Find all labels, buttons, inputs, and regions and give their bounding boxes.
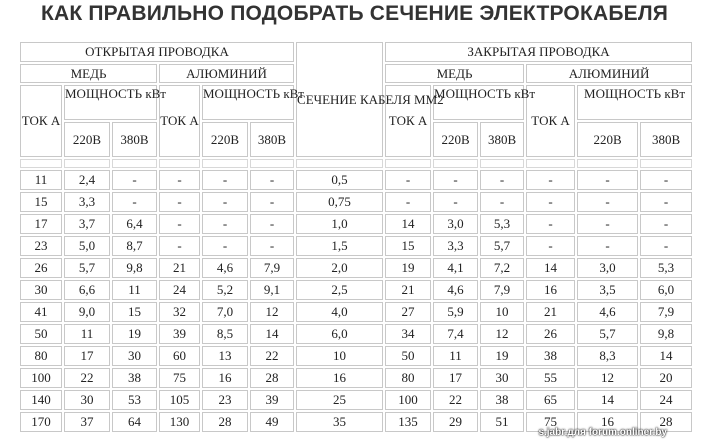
table-cell: 39: [250, 390, 294, 410]
table-cell: 55: [526, 368, 575, 388]
table-cell: 12: [577, 368, 638, 388]
table-cell: -: [159, 214, 200, 234]
table-cell: 26: [20, 258, 62, 278]
table-cell: -: [385, 170, 431, 190]
header-spacer: [20, 159, 692, 168]
closed-aluminum-current-header: ТОК А: [526, 85, 575, 157]
table-cell: 53: [112, 390, 157, 410]
table-cell: 14: [640, 346, 692, 366]
table-cell: 23: [202, 390, 248, 410]
table-row: [20, 368, 692, 388]
table-cell: 29: [433, 412, 478, 432]
table-row: [20, 390, 692, 410]
table-cell: 5,2: [202, 280, 248, 300]
table-cell: 100: [20, 368, 62, 388]
table-cell: 6,0: [296, 324, 383, 344]
open-aluminum-power-header: МОЩНОСТЬ кВт: [202, 85, 294, 120]
table-cell: 9,8: [112, 258, 157, 278]
table-cell: 0,5: [296, 170, 383, 190]
table-cell: 3,5: [577, 280, 638, 300]
table-cell: 6,6: [64, 280, 110, 300]
table-cell: -: [480, 192, 524, 212]
table-cell: 5,9: [433, 302, 478, 322]
table-cell: 3,0: [433, 214, 478, 234]
table-cell: 5,7: [577, 324, 638, 344]
table-cell: 5,0: [64, 236, 110, 256]
voltage-380-header: 380В: [112, 122, 157, 157]
table-cell: 19: [480, 346, 524, 366]
table-cell: 2,0: [296, 258, 383, 278]
table-cell: 5,7: [480, 236, 524, 256]
table-cell: 17: [433, 368, 478, 388]
table-cell: 19: [385, 258, 431, 278]
table-cell: -: [159, 236, 200, 256]
table-cell: 50: [385, 346, 431, 366]
table-cell: 1,0: [296, 214, 383, 234]
table-cell: 4,6: [202, 258, 248, 278]
table-cell: 15: [112, 302, 157, 322]
table-cell: 14: [385, 214, 431, 234]
table-cell: 22: [250, 346, 294, 366]
table-cell: 3,7: [64, 214, 110, 234]
closed-copper-header: МЕДЬ: [385, 64, 524, 83]
table-cell: 7,9: [640, 302, 692, 322]
table-cell: 27: [385, 302, 431, 322]
voltage-220-header: 220В: [64, 122, 110, 157]
table-cell: -: [577, 214, 638, 234]
closed-aluminum-power-header: МОЩНОСТЬ кВт: [577, 85, 692, 120]
table-cell: 7,0: [202, 302, 248, 322]
closed-copper-power-header: МОЩНОСТЬ кВт: [433, 85, 524, 120]
table-cell: 7,4: [433, 324, 478, 344]
table-row: [20, 192, 692, 212]
table-cell: 28: [640, 412, 692, 432]
table-cell: 3,0: [577, 258, 638, 278]
table-cell: -: [250, 214, 294, 234]
table-cell: -: [159, 192, 200, 212]
table-cell: 100: [385, 390, 431, 410]
table-cell: 2,5: [296, 280, 383, 300]
table-cell: 38: [112, 368, 157, 388]
voltage-380-header: 380В: [480, 122, 524, 157]
voltage-220-header: 220В: [202, 122, 248, 157]
table-cell: 130: [159, 412, 200, 432]
table-cell: 5,3: [640, 258, 692, 278]
table-cell: 4,6: [577, 302, 638, 322]
closed-aluminum-header: АЛЮМИНИЙ: [526, 64, 692, 83]
table-cell: 30: [20, 280, 62, 300]
table-cell: 28: [250, 368, 294, 388]
table-cell: 24: [640, 390, 692, 410]
table-cell: -: [112, 192, 157, 212]
table-cell: 135: [385, 412, 431, 432]
table-cell: 80: [20, 346, 62, 366]
table-cell: -: [385, 192, 431, 212]
table-cell: 35: [296, 412, 383, 432]
table-cell: 30: [112, 346, 157, 366]
table-cell: 50: [20, 324, 62, 344]
table-cell: 25: [296, 390, 383, 410]
table-cell: 64: [112, 412, 157, 432]
table-cell: 4,0: [296, 302, 383, 322]
table-cell: 1,5: [296, 236, 383, 256]
voltage-220-header: 220В: [433, 122, 478, 157]
table-cell: -: [202, 214, 248, 234]
table-cell: 4,6: [433, 280, 478, 300]
table-cell: 17: [20, 214, 62, 234]
closed-copper-current-header: ТОК А: [385, 85, 431, 157]
table-cell: 7,2: [480, 258, 524, 278]
table-cell: 16: [202, 368, 248, 388]
table-cell: 9,0: [64, 302, 110, 322]
table-cell: 11: [64, 324, 110, 344]
table-cell: 15: [20, 192, 62, 212]
table-cell: 75: [526, 412, 575, 432]
table-cell: -: [577, 170, 638, 190]
table-cell: 8,3: [577, 346, 638, 366]
table-cell: 7,9: [250, 258, 294, 278]
table-cell: -: [202, 236, 248, 256]
table-cell: -: [250, 170, 294, 190]
table-cell: 13: [202, 346, 248, 366]
table-cell: 26: [526, 324, 575, 344]
table-row: [20, 258, 692, 278]
table-cell: -: [202, 192, 248, 212]
table-row: [20, 170, 692, 190]
table-cell: 3,3: [433, 236, 478, 256]
table-cell: 22: [433, 390, 478, 410]
table-row: [20, 302, 692, 322]
table-cell: 32: [159, 302, 200, 322]
table-row: [20, 346, 692, 366]
table-cell: -: [202, 170, 248, 190]
table-cell: 49: [250, 412, 294, 432]
table-cell: -: [112, 170, 157, 190]
page-title: КАК ПРАВИЛЬНО ПОДОБРАТЬ СЕЧЕНИЕ ЭЛЕКТРОКАБЕЛЯ: [40, 2, 669, 25]
table-cell: 65: [526, 390, 575, 410]
open-copper-power-header: МОЩНОСТЬ кВт: [64, 85, 157, 120]
table-cell: 80: [385, 368, 431, 388]
table-cell: 170: [20, 412, 62, 432]
table-cell: 12: [480, 324, 524, 344]
table-cell: -: [159, 170, 200, 190]
open-copper-current-header: ТОК А: [20, 85, 62, 157]
table-row: [20, 236, 692, 256]
table-cell: 37: [64, 412, 110, 432]
open-copper-header: МЕДЬ: [20, 64, 157, 83]
table-cell: 6,0: [640, 280, 692, 300]
table-cell: 14: [250, 324, 294, 344]
table-cell: 51: [480, 412, 524, 432]
table-cell: 0,75: [296, 192, 383, 212]
table-cell: 8,5: [202, 324, 248, 344]
table-cell: 21: [526, 302, 575, 322]
table-cell: 28: [202, 412, 248, 432]
table-cell: 16: [296, 368, 383, 388]
table-row: [20, 214, 692, 234]
closed-wiring-header: ЗАКРЫТАЯ ПРОВОДКА: [385, 42, 692, 62]
table-cell: 6,4: [112, 214, 157, 234]
table-cell: -: [250, 236, 294, 256]
table-cell: 10: [480, 302, 524, 322]
table-cell: -: [640, 192, 692, 212]
table-cell: 19: [112, 324, 157, 344]
table-cell: 30: [64, 390, 110, 410]
table-row: [20, 280, 692, 300]
table-cell: 21: [385, 280, 431, 300]
table-cell: 140: [20, 390, 62, 410]
table-cell: 11: [112, 280, 157, 300]
table-cell: -: [250, 192, 294, 212]
table-cell: 4,1: [433, 258, 478, 278]
table-cell: 8,7: [112, 236, 157, 256]
table-cell: 16: [526, 280, 575, 300]
table-cell: -: [433, 170, 478, 190]
table-cell: 38: [480, 390, 524, 410]
table-cell: 12: [250, 302, 294, 322]
table-cell: 38: [526, 346, 575, 366]
table-cell: 75: [159, 368, 200, 388]
table-cell: -: [577, 236, 638, 256]
table-cell: 14: [577, 390, 638, 410]
voltage-220-header: 220В: [577, 122, 638, 157]
table-cell: 21: [159, 258, 200, 278]
table-cell: -: [433, 192, 478, 212]
table-cell: 60: [159, 346, 200, 366]
table-cell: 20: [640, 368, 692, 388]
table-cell: 24: [159, 280, 200, 300]
table-row: [20, 324, 692, 344]
table-cell: 39: [159, 324, 200, 344]
table-cell: -: [640, 236, 692, 256]
table-cell: 14: [526, 258, 575, 278]
table-cell: -: [526, 236, 575, 256]
table-cell: -: [526, 192, 575, 212]
table-cell: 17: [64, 346, 110, 366]
table-cell: 9,1: [250, 280, 294, 300]
table-cell: -: [526, 170, 575, 190]
table-cell: 22: [64, 368, 110, 388]
table-cell: 7,9: [480, 280, 524, 300]
table-cell: -: [480, 170, 524, 190]
table-cell: -: [577, 192, 638, 212]
table-cell: -: [640, 170, 692, 190]
table-cell: 2,4: [64, 170, 110, 190]
table-cell: 41: [20, 302, 62, 322]
table-cell: 5,3: [480, 214, 524, 234]
table-cell: 105: [159, 390, 200, 410]
table-cell: 11: [433, 346, 478, 366]
table-cell: 23: [20, 236, 62, 256]
table-cell: -: [526, 214, 575, 234]
table-cell: 10: [296, 346, 383, 366]
voltage-380-header: 380В: [640, 122, 692, 157]
table-cell: 3,3: [64, 192, 110, 212]
watermark: s.jabr.для forum.onliner.by: [538, 427, 667, 438]
table-cell: 5,7: [64, 258, 110, 278]
open-aluminum-current-header: ТОК А: [159, 85, 200, 157]
table-cell: 9,8: [640, 324, 692, 344]
table-cell: -: [640, 214, 692, 234]
table-cell: 16: [577, 412, 638, 432]
open-wiring-header: ОТКРЫТАЯ ПРОВОДКА: [20, 42, 294, 62]
table-cell: 11: [20, 170, 62, 190]
table-cell: 34: [385, 324, 431, 344]
cable-section-table: [18, 40, 694, 434]
table-cell: 30: [480, 368, 524, 388]
voltage-380-header: 380В: [250, 122, 294, 157]
open-aluminum-header: АЛЮМИНИЙ: [159, 64, 294, 83]
section-header: СЕЧЕНИЕ КАБЕЛЯ ММ2: [296, 42, 383, 157]
table-cell: 15: [385, 236, 431, 256]
